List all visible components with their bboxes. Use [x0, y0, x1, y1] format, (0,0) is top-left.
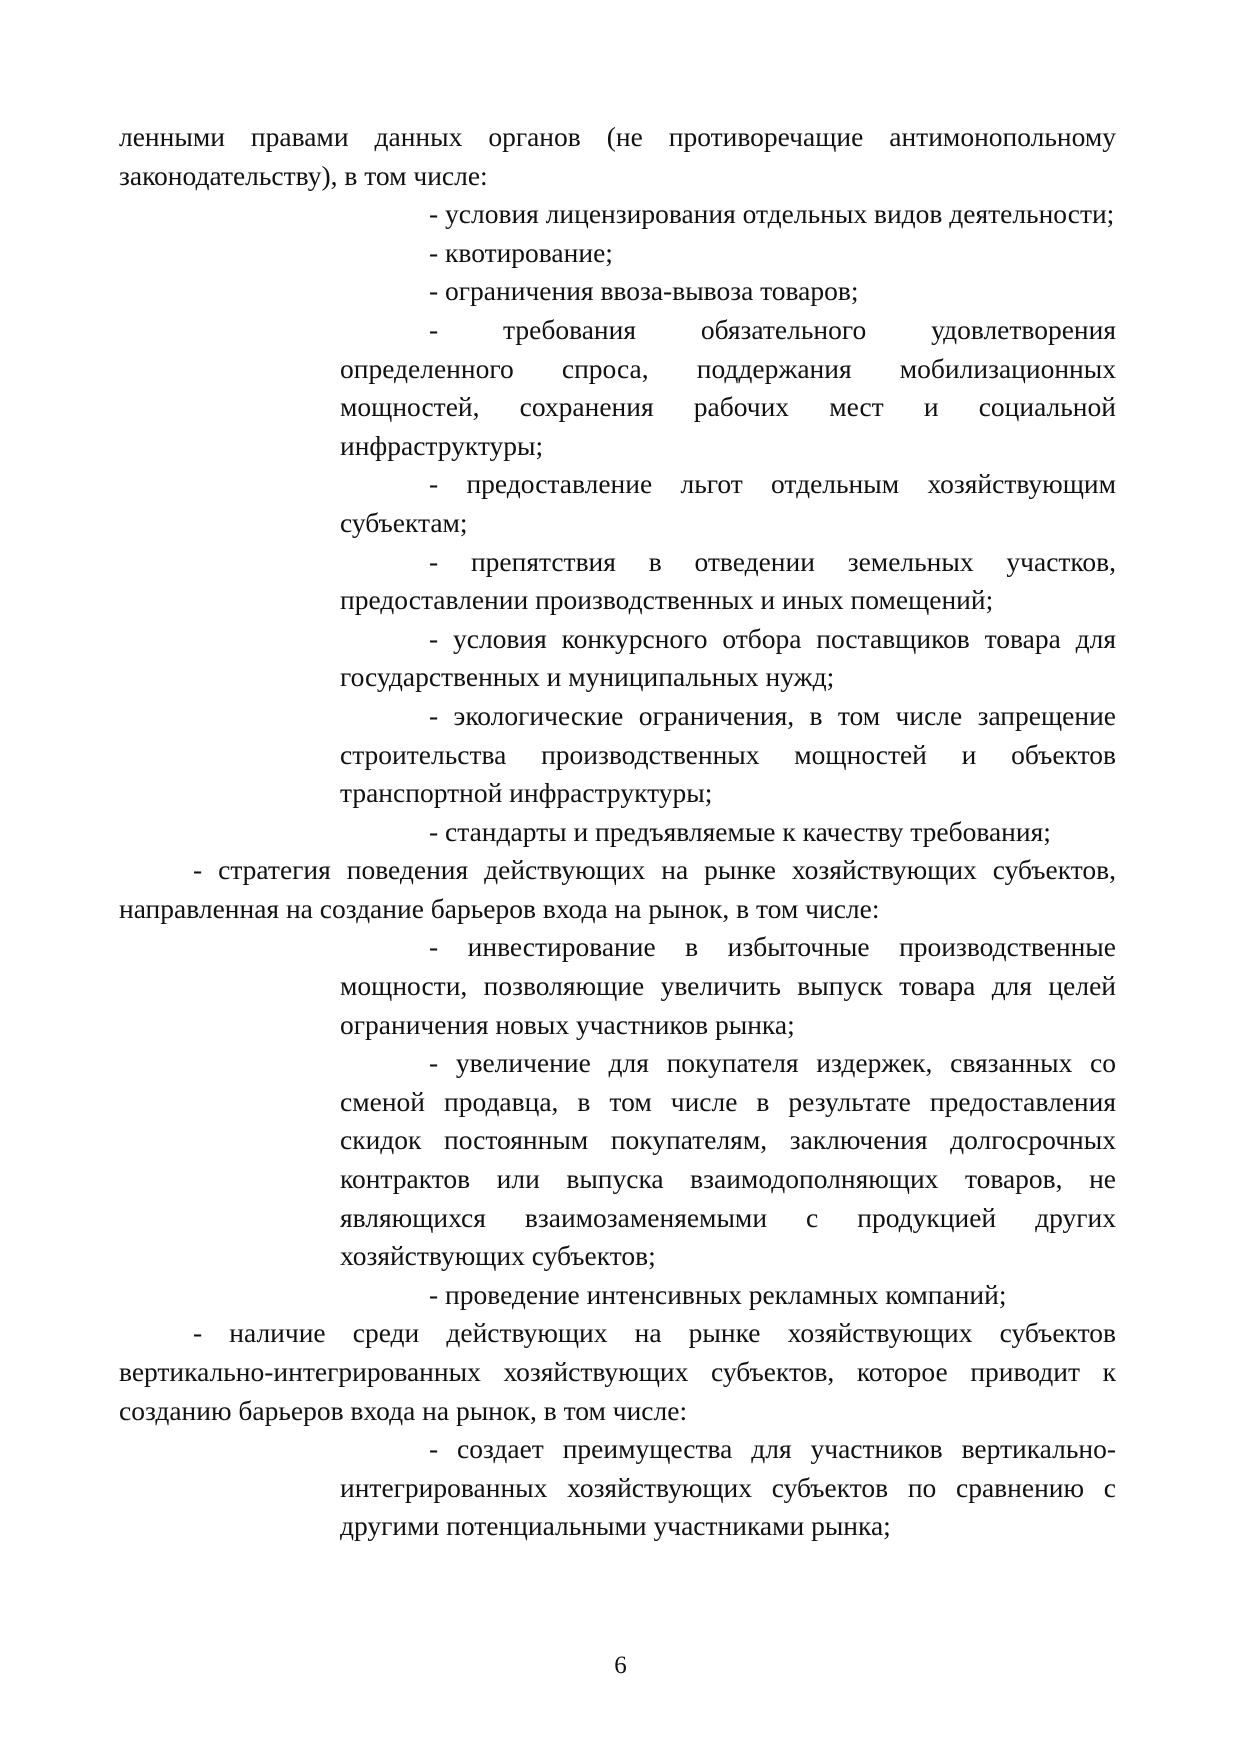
document-body: [119, 118, 1116, 1546]
paragraph-intro: ленными правами данных органов (не противоречащие антимонопольному законодательству), в том числе:: [119, 121, 1116, 191]
list-item-advertising: - проведение интенсивных рекламных компаний;: [429, 1278, 1007, 1310]
page-number: 6: [614, 1652, 627, 1679]
list-item-quotas: - квотирование;: [429, 236, 613, 268]
paragraph-vertical-integration: - наличие среди действующих на рынке хозяйствующих субъектов вертикально-интегрированных хозяйствующих субъектов, которое приводит к созданию барьеров входа на рынок, в том числе:: [119, 1317, 1116, 1426]
list-item-land-obstacles: - препятствия в отведении земельных участков, предоставлении производственных и иных помещений;: [340, 545, 1116, 616]
list-item-ecology: - экологические ограничения, в том числе запрещение строительства производственных мощностей и объектов транспортной инфраструктуры;: [340, 699, 1116, 809]
list-item-standards: - стандарты и предъявляемые к качеству требования;: [429, 815, 1051, 847]
list-item-tender-conditions: - условия конкурсного отбора поставщиков товара для государственных и муниципальных нужд;: [340, 622, 1116, 693]
list-item-switching-costs: - увеличение для покупателя издержек, связанных со сменой продавца, в том числе в результате предоставления скидок постоянным покупателям, заключения долгосрочных контрактов или выпуска взаимодополняющих товаров, не являющихся взаимозаменяемыми с продукцией других хозяйствующих субъектов;: [340, 1047, 1116, 1272]
list-item-investment: - инвестирование в избыточные производственные мощности, позволяющие увеличить выпуск товара для целей ограничения новых участников рынка;: [340, 931, 1116, 1040]
list-item-benefits: - предоставление льгот отдельным хозяйствующим субъектам;: [340, 468, 1116, 538]
list-item-demand-requirements: - требования обязательного удовлетворения определенного спроса, поддержания мобилизационных мощностей, сохранения рабочих мест и социальной инфраструктуры;: [340, 313, 1116, 461]
paragraph-strategy: - стратегия поведения действующих на рынке хозяйствующих субъектов, направленная на создание барьеров входа на рынок, в том числе:: [119, 854, 1116, 924]
list-item-licensing: - условия лицензирования отдельных видов деятельности;: [429, 198, 1115, 230]
list-item-advantages: - создает преимущества для участников вертикально-интегрированных хозяйствующих субъектов по сравнению с другими потенциальными участниками рынка;: [340, 1433, 1116, 1542]
list-item-import-export: - ограничения ввоза-вывоза товаров;: [429, 275, 859, 307]
